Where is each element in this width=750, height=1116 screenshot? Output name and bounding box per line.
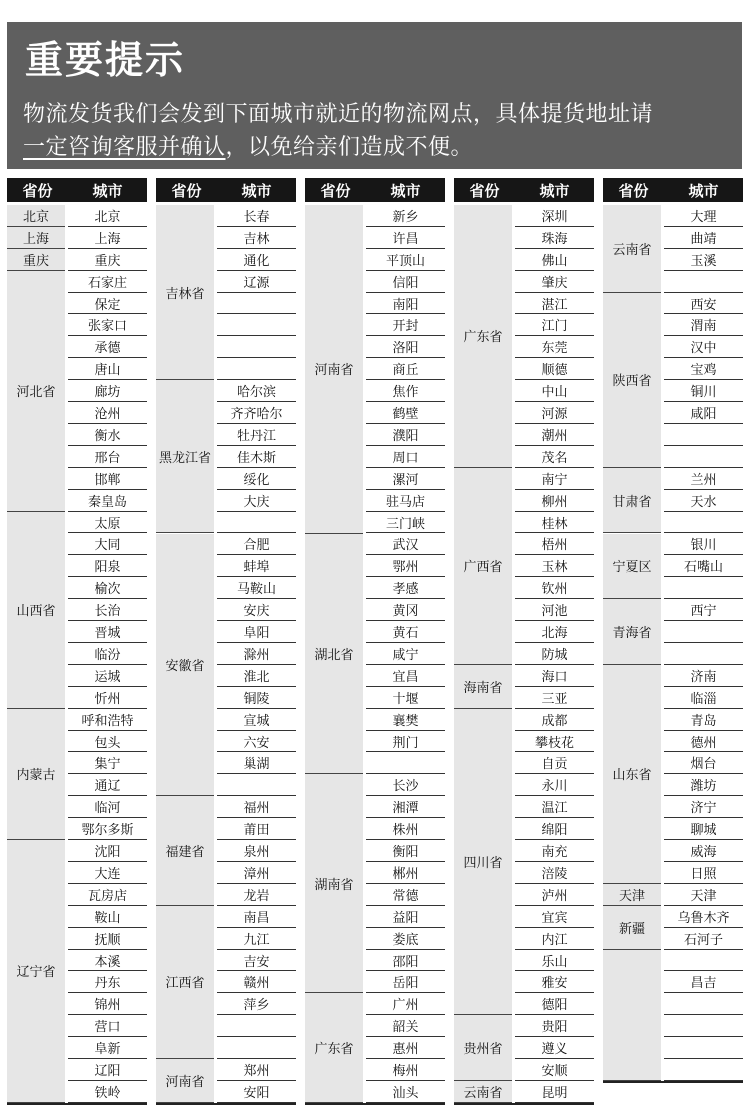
city-cell: 珠海 <box>515 227 594 249</box>
city-cell: 日照 <box>664 862 743 884</box>
province-cell: 江西省 <box>156 906 214 1059</box>
city-cell: 天水 <box>664 490 743 512</box>
city-cell: 锦州 <box>68 993 147 1015</box>
city-cell: 临河 <box>68 796 147 818</box>
province-cell: 湖南省 <box>305 774 363 993</box>
notice-line1: 物流发货我们会发到下面城市就近的物流网点，具体提货地址请 <box>23 102 654 127</box>
city-cell: 河池 <box>515 599 594 621</box>
city-cell: 本溪 <box>68 950 147 972</box>
city-cell: 秦皇岛 <box>68 490 147 512</box>
province-cell: 海南省 <box>454 665 512 709</box>
city-cell: 江门 <box>515 315 594 337</box>
city-cell: 武汉 <box>366 534 445 556</box>
city-cell: 北海 <box>515 621 594 643</box>
city-cell: 济宁 <box>664 796 743 818</box>
city-cell: 渭南 <box>664 315 743 337</box>
city-cell: 通辽 <box>68 774 147 796</box>
city-cell: 潮州 <box>515 424 594 446</box>
city-cell: 襄樊 <box>366 709 445 731</box>
city-cell: 乐山 <box>515 950 594 972</box>
province-cell: 陕西省 <box>603 293 661 468</box>
province-cell <box>603 950 661 1081</box>
city-cell: 桂林 <box>515 512 594 534</box>
city-cell: 德阳 <box>515 993 594 1015</box>
city-cell: 瓦房店 <box>68 884 147 906</box>
notice-text <box>23 98 733 164</box>
city-cell: 大同 <box>68 534 147 556</box>
city-cell: 承德 <box>68 336 147 358</box>
province-cell: 河南省 <box>305 205 363 534</box>
city-cell: 上海 <box>68 227 147 249</box>
city-cell: 中山 <box>515 380 594 402</box>
city-cell: 自贡 <box>515 753 594 775</box>
city-cell: 银川 <box>664 534 743 556</box>
city-cell: 绵阳 <box>515 818 594 840</box>
city-cell: 顺德 <box>515 358 594 380</box>
city-cell <box>664 446 743 468</box>
city-cell: 铜陵 <box>217 687 296 709</box>
city-cell: 太原 <box>68 512 147 534</box>
city-cell: 西安 <box>664 293 743 315</box>
column-header <box>603 178 743 202</box>
province-cell: 河北省 <box>7 271 65 512</box>
city-cell: 合肥 <box>217 534 296 556</box>
column-header <box>305 178 445 202</box>
city-cell: 铁岭 <box>68 1081 147 1103</box>
column-body <box>603 205 743 1081</box>
city-cell: 大理 <box>664 205 743 227</box>
city-cell: 许昌 <box>366 227 445 249</box>
city-cell <box>217 512 296 534</box>
city-cell: 洛阳 <box>366 336 445 358</box>
city-cell: 潍坊 <box>664 774 743 796</box>
city-cell: 鞍山 <box>68 906 147 928</box>
notice-title: 重要提示 <box>25 38 186 82</box>
city-cell: 宣城 <box>217 709 296 731</box>
city-cell: 大庆 <box>217 490 296 512</box>
city-cell: 石嘴山 <box>664 555 743 577</box>
city-cell: 广州 <box>366 993 445 1015</box>
city-cell <box>217 358 296 380</box>
city-cell: 昌吉 <box>664 972 743 994</box>
city-cell: 吉安 <box>217 950 296 972</box>
city-cell: 娄底 <box>366 928 445 950</box>
column-bottom-rule <box>305 1103 445 1105</box>
city-cell: 营口 <box>68 1015 147 1037</box>
city-cell <box>664 643 743 665</box>
city-cell: 益阳 <box>366 906 445 928</box>
city-cell: 黄石 <box>366 621 445 643</box>
province-cell: 云南省 <box>454 1081 512 1103</box>
city-cell: 威海 <box>664 840 743 862</box>
city-cell: 玉溪 <box>664 249 743 271</box>
city-cell: 济南 <box>664 665 743 687</box>
column-body <box>7 205 147 1103</box>
city-cell: 巢湖 <box>217 753 296 775</box>
city-cell: 青岛 <box>664 709 743 731</box>
city-cell: 长治 <box>68 599 147 621</box>
city-cell: 株州 <box>366 818 445 840</box>
city-cell: 宜宾 <box>515 906 594 928</box>
city-cell: 濮阳 <box>366 424 445 446</box>
city-cell: 雅安 <box>515 972 594 994</box>
province-cell: 青海省 <box>603 599 661 665</box>
city-cell: 长沙 <box>366 774 445 796</box>
city-cell: 梅州 <box>366 1059 445 1081</box>
city-cell: 梧州 <box>515 534 594 556</box>
header-city: 城市 <box>241 181 272 200</box>
city-cell: 平顶山 <box>366 249 445 271</box>
city-cell <box>217 293 296 315</box>
city-cell: 乌鲁木齐 <box>664 906 743 928</box>
province-cell: 福建省 <box>156 796 214 906</box>
city-cell: 龙岩 <box>217 884 296 906</box>
city-cell: 鹤壁 <box>366 402 445 424</box>
city-cell: 佳木斯 <box>217 446 296 468</box>
city-cell <box>664 577 743 599</box>
city-cell: 三亚 <box>515 687 594 709</box>
province-cell: 天津 <box>603 884 661 906</box>
city-cell: 贵阳 <box>515 1015 594 1037</box>
city-cell: 晋城 <box>68 621 147 643</box>
province-cell: 河南省 <box>156 1059 214 1103</box>
city-cell: 咸阳 <box>664 402 743 424</box>
city-cell: 海口 <box>515 665 594 687</box>
city-cell <box>664 1037 743 1059</box>
city-cell: 北京 <box>68 205 147 227</box>
city-cell: 柳州 <box>515 490 594 512</box>
city-cell: 哈尔滨 <box>217 380 296 402</box>
city-cell: 西宁 <box>664 599 743 621</box>
province-cell: 广西省 <box>454 468 512 665</box>
city-cell <box>217 315 296 337</box>
header-province: 省份 <box>22 181 53 200</box>
city-cell: 阜阳 <box>217 621 296 643</box>
province-cell: 四川省 <box>454 709 512 1016</box>
city-cell: 邢台 <box>68 446 147 468</box>
city-cell: 安阳 <box>217 1081 296 1103</box>
city-cell: 佛山 <box>515 249 594 271</box>
city-cell: 榆次 <box>68 577 147 599</box>
city-cell: 汉中 <box>664 336 743 358</box>
city-cell: 阳泉 <box>68 555 147 577</box>
city-cell: 漯河 <box>366 468 445 490</box>
city-cell: 蚌埠 <box>217 555 296 577</box>
city-cell: 深圳 <box>515 205 594 227</box>
city-cell: 牡丹江 <box>217 424 296 446</box>
city-cell: 宜昌 <box>366 665 445 687</box>
city-cell: 廊坊 <box>68 380 147 402</box>
table-column-2 <box>156 178 296 1103</box>
city-cell: 九江 <box>217 928 296 950</box>
city-cell: 郑州 <box>217 1059 296 1081</box>
city-cell: 信阳 <box>366 271 445 293</box>
city-cell <box>664 424 743 446</box>
column-bottom-rule <box>7 1103 147 1105</box>
city-cell: 衡水 <box>68 424 147 446</box>
city-cell: 辽源 <box>217 271 296 293</box>
city-cell: 开封 <box>366 315 445 337</box>
city-cell: 石家庄 <box>68 271 147 293</box>
city-cell: 沈阳 <box>68 840 147 862</box>
city-cell: 涪陵 <box>515 862 594 884</box>
city-cell: 曲靖 <box>664 227 743 249</box>
city-cell: 茂名 <box>515 446 594 468</box>
city-cell: 呼和浩特 <box>68 709 147 731</box>
city-cell: 漳州 <box>217 862 296 884</box>
city-cell: 成都 <box>515 709 594 731</box>
city-cell: 烟台 <box>664 753 743 775</box>
province-cell: 重庆 <box>7 249 65 271</box>
city-cell: 惠州 <box>366 1037 445 1059</box>
city-cell: 湛江 <box>515 293 594 315</box>
header-city: 城市 <box>92 181 123 200</box>
city-cell: 玉林 <box>515 555 594 577</box>
city-cell: 宝鸡 <box>664 358 743 380</box>
city-cell: 绥化 <box>217 468 296 490</box>
city-cell: 六安 <box>217 731 296 753</box>
city-cell: 钦州 <box>515 577 594 599</box>
city-cell: 河源 <box>515 402 594 424</box>
city-cell: 滁州 <box>217 643 296 665</box>
notice-banner <box>7 22 742 169</box>
city-cell: 周口 <box>366 446 445 468</box>
city-cell: 吉林 <box>217 227 296 249</box>
city-cell: 攀枝花 <box>515 731 594 753</box>
province-cell: 山西省 <box>7 512 65 709</box>
column-body <box>156 205 296 1103</box>
city-cell: 沧州 <box>68 402 147 424</box>
column-bottom-rule <box>454 1103 594 1105</box>
province-cell: 广东省 <box>454 205 512 468</box>
city-cell: 齐齐哈尔 <box>217 402 296 424</box>
city-cell: 湘潭 <box>366 796 445 818</box>
city-cell: 南宁 <box>515 468 594 490</box>
city-cell: 丹东 <box>68 972 147 994</box>
city-cell: 天津 <box>664 884 743 906</box>
notice-underlined: 一定咨询客服并确认 <box>23 135 226 160</box>
city-cell: 辽阳 <box>68 1059 147 1081</box>
city-cell: 黄冈 <box>366 599 445 621</box>
city-cell <box>217 774 296 796</box>
city-cell <box>664 621 743 643</box>
city-cell: 南充 <box>515 840 594 862</box>
header-city: 城市 <box>539 181 570 200</box>
city-cell: 鄂尔多斯 <box>68 818 147 840</box>
city-cell: 重庆 <box>68 249 147 271</box>
city-cell: 德州 <box>664 731 743 753</box>
city-cell: 岳阳 <box>366 972 445 994</box>
city-cell: 通化 <box>217 249 296 271</box>
city-cell: 忻州 <box>68 687 147 709</box>
province-cell: 贵州省 <box>454 1015 512 1081</box>
city-cell: 驻马店 <box>366 490 445 512</box>
province-cell: 辽宁省 <box>7 840 65 1103</box>
province-cell: 黑龙江省 <box>156 380 214 533</box>
city-cell <box>366 753 445 775</box>
city-cell: 咸宁 <box>366 643 445 665</box>
column-header <box>7 178 147 202</box>
table-column-1 <box>7 178 147 1103</box>
city-cell: 集宁 <box>68 753 147 775</box>
city-cell: 石河子 <box>664 928 743 950</box>
city-cell: 大连 <box>68 862 147 884</box>
city-cell: 防城 <box>515 643 594 665</box>
city-cell: 福州 <box>217 796 296 818</box>
city-cell: 运城 <box>68 665 147 687</box>
city-cell: 鄂州 <box>366 555 445 577</box>
city-cell: 十堰 <box>366 687 445 709</box>
city-cell <box>217 1015 296 1037</box>
city-cell: 保定 <box>68 293 147 315</box>
city-cell: 肇庆 <box>515 271 594 293</box>
city-cell <box>217 1037 296 1059</box>
city-cell: 安庆 <box>217 599 296 621</box>
province-cell: 山东省 <box>603 665 661 884</box>
province-cell: 新疆 <box>603 906 661 950</box>
notice-line2: ，以免给亲们造成不便。 <box>225 135 474 160</box>
city-cell: 新乡 <box>366 205 445 227</box>
city-cell: 铜川 <box>664 380 743 402</box>
city-cell: 临淄 <box>664 687 743 709</box>
city-cell: 泉州 <box>217 840 296 862</box>
province-cell: 内蒙古 <box>7 709 65 840</box>
city-cell: 韶关 <box>366 1015 445 1037</box>
city-cell <box>664 512 743 534</box>
city-cell <box>217 336 296 358</box>
province-cell: 甘肃省 <box>603 468 661 534</box>
city-cell <box>664 1015 743 1037</box>
city-cell: 昆明 <box>515 1081 594 1103</box>
table-column-4 <box>454 178 594 1103</box>
city-cell <box>664 271 743 293</box>
city-cell: 泸州 <box>515 884 594 906</box>
city-cell: 淮北 <box>217 665 296 687</box>
province-cell: 湖北省 <box>305 534 363 775</box>
header-province: 省份 <box>618 181 649 200</box>
province-cell: 安徽省 <box>156 534 214 797</box>
city-cell: 南昌 <box>217 906 296 928</box>
city-cell: 商丘 <box>366 358 445 380</box>
province-cell: 宁夏区 <box>603 534 661 600</box>
city-cell: 邯郸 <box>68 468 147 490</box>
city-cell: 阜新 <box>68 1037 147 1059</box>
city-cell <box>664 950 743 972</box>
city-cell: 遵义 <box>515 1037 594 1059</box>
header-province: 省份 <box>320 181 351 200</box>
city-cell <box>664 993 743 1015</box>
province-cell: 广东省 <box>305 993 363 1103</box>
city-cell: 包头 <box>68 731 147 753</box>
city-cell: 萍乡 <box>217 993 296 1015</box>
city-cell: 邵阳 <box>366 950 445 972</box>
city-cell: 兰州 <box>664 468 743 490</box>
city-cell: 抚顺 <box>68 928 147 950</box>
city-cell: 安顺 <box>515 1059 594 1081</box>
city-cell: 张家口 <box>68 315 147 337</box>
column-body <box>305 205 445 1103</box>
city-cell: 赣州 <box>217 972 296 994</box>
header-province: 省份 <box>171 181 202 200</box>
city-cell: 荆门 <box>366 731 445 753</box>
column-body <box>454 205 594 1103</box>
province-cell: 吉林省 <box>156 205 214 380</box>
city-cell: 汕头 <box>366 1081 445 1103</box>
column-header <box>156 178 296 202</box>
city-cell: 内江 <box>515 928 594 950</box>
city-cell: 常德 <box>366 884 445 906</box>
city-cell: 焦作 <box>366 380 445 402</box>
header-city: 城市 <box>390 181 421 200</box>
province-cell: 云南省 <box>603 205 661 293</box>
city-cell: 马鞍山 <box>217 577 296 599</box>
city-cell <box>664 1059 743 1081</box>
city-cell: 郴州 <box>366 862 445 884</box>
city-cell: 永川 <box>515 774 594 796</box>
header-province: 省份 <box>469 181 500 200</box>
table-column-3 <box>305 178 445 1103</box>
column-bottom-rule <box>156 1103 296 1105</box>
column-bottom-rule <box>603 1081 743 1083</box>
city-cell: 临汾 <box>68 643 147 665</box>
column-header <box>454 178 594 202</box>
city-cell: 南阳 <box>366 293 445 315</box>
city-cell: 衡阳 <box>366 840 445 862</box>
header-city: 城市 <box>688 181 719 200</box>
city-cell: 东莞 <box>515 336 594 358</box>
city-cell: 唐山 <box>68 358 147 380</box>
city-cell: 孝感 <box>366 577 445 599</box>
table-column-5 <box>603 178 743 1081</box>
province-cell: 北京 <box>7 205 65 227</box>
city-cell: 聊城 <box>664 818 743 840</box>
city-cell: 莆田 <box>217 818 296 840</box>
province-cell: 上海 <box>7 227 65 249</box>
city-cell: 温江 <box>515 796 594 818</box>
city-cell: 三门峡 <box>366 512 445 534</box>
city-cell: 长春 <box>217 205 296 227</box>
